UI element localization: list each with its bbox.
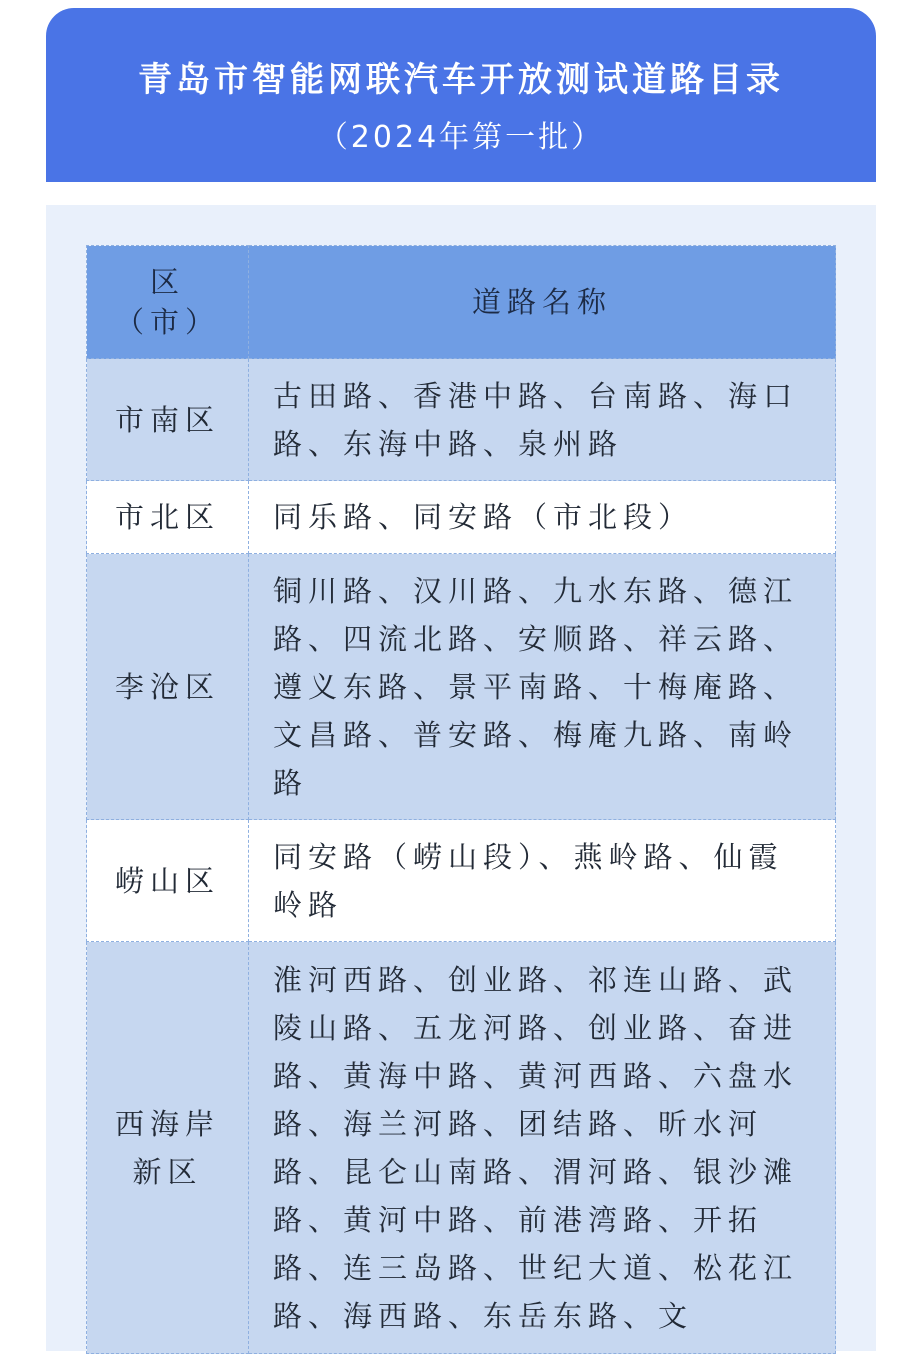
title-banner: [46, 8, 876, 182]
road-table: [86, 245, 836, 1354]
column-header-roads: 道路名称: [249, 246, 836, 359]
roads-cell: 古田路、香港中路、台南路、海口路、东海中路、泉州路: [249, 359, 836, 481]
district-cell: [87, 942, 249, 1354]
district-cell: 市南区: [87, 359, 249, 481]
roads-cell: 同安路（崂山段）、燕岭路、仙霞岭路: [249, 820, 836, 942]
district-cell: 崂山区: [87, 820, 249, 942]
table-row: [87, 481, 836, 554]
roads-cell: 淮河西路、创业路、祁连山路、武陵山路、五龙河路、创业路、奋进路、黄海中路、黄河西路、六盘水路、海兰河路、团结路、昕水河路、昆仑山南路、渭河路、银沙滩路、黄河中路、前港湾路、开拓路、连三岛路、世纪大道、松花江路、海西路、东岳东路、文: [249, 942, 836, 1354]
column-header-district: [87, 246, 249, 359]
table-row: [87, 942, 836, 1354]
district-line1: 西海岸: [114, 1106, 220, 1141]
district-cell: 市北区: [87, 481, 249, 554]
district-line2: 新区: [132, 1154, 203, 1189]
table-row: [87, 554, 836, 820]
column-header-district-line2: （市）: [114, 305, 220, 339]
page-title: 青岛市智能网联汽车开放测试道路目录: [138, 60, 784, 100]
table-row: [87, 359, 836, 481]
roads-cell: 铜川路、汉川路、九水东路、德江路、四流北路、安顺路、祥云路、遵义东路、景平南路、十梅庵路、文昌路、普安路、梅庵九路、南岭路: [249, 554, 836, 820]
column-header-district-line1: 区: [149, 265, 185, 299]
page-subtitle: （2024年第一批）: [317, 120, 605, 155]
district-cell: 李沧区: [87, 554, 249, 820]
roads-cell: 同乐路、同安路（市北段）: [249, 481, 836, 554]
table-row: [87, 820, 836, 942]
table-header-row: [87, 246, 836, 359]
